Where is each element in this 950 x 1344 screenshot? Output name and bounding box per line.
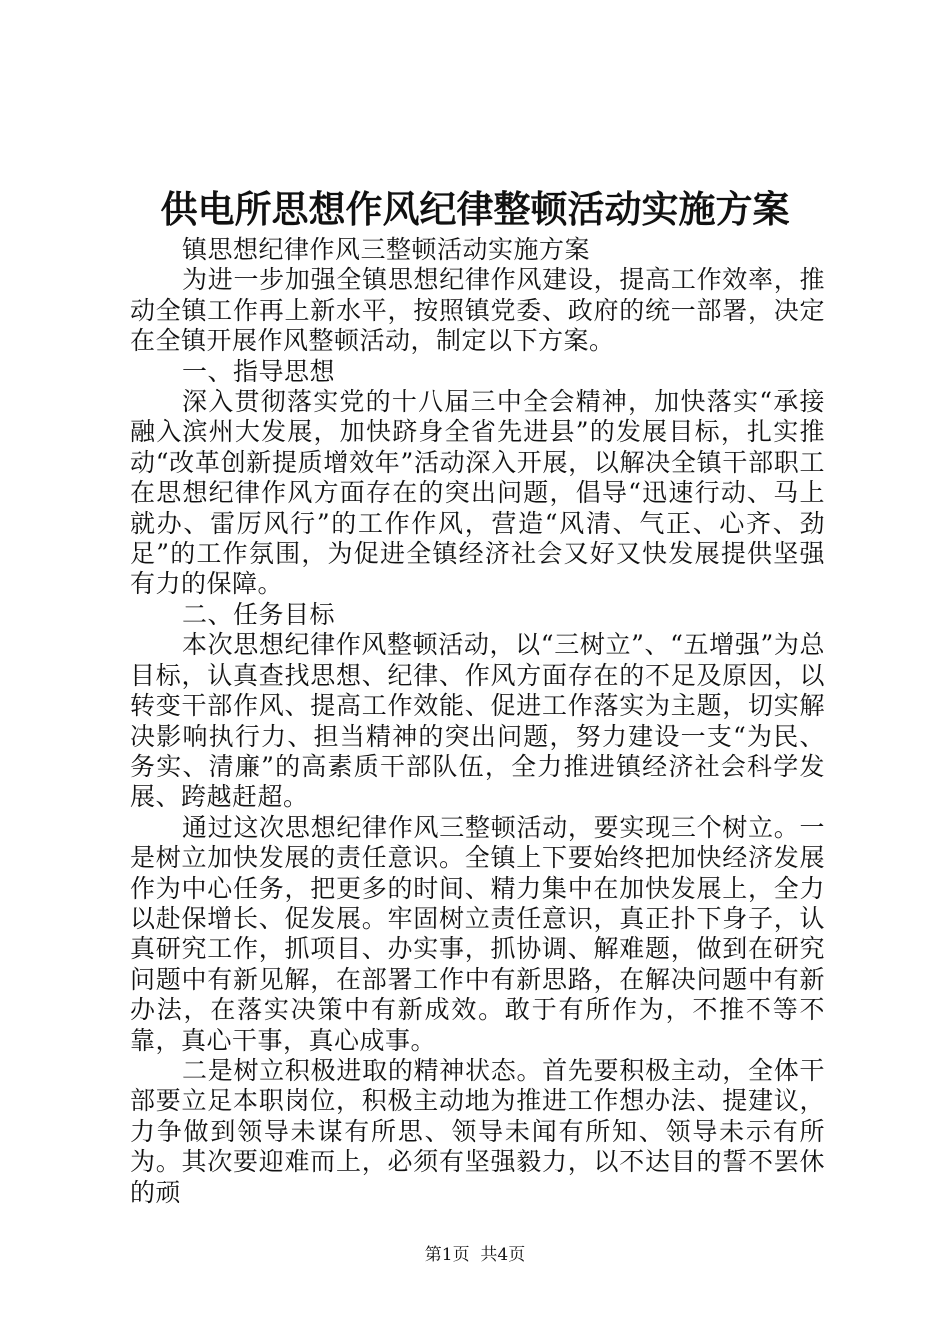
section-heading-task-goals: 二、任务目标 xyxy=(182,599,336,629)
page-footer xyxy=(0,1244,950,1266)
paragraph-subtitle: 镇思想纪律作风三整顿活动实施方案 xyxy=(182,235,591,264)
document-body xyxy=(130,235,825,1208)
page-total: 共4页 xyxy=(480,1245,526,1265)
paragraph-three-establishments: 通过这次思想纪律作风三整顿活动，要实现三个树立。一是树立加快发展的责任意识。全镇上下要始终把加快经济发展作为中心任务，把更多的时间、精力集中在加快发展上，全力以赴保增长、促发展。牢固树立责任意识，真正扑下身子，认真研究工作，抓项目、办实事，抓协调、解难题，做到在研究问题中有新见解，在部署工作中有新思路，在解决问题中有新办法，在落实决策中有新成效。敢于有所作为，不推不等不靠，真心干事，真心成事。 xyxy=(130,812,825,1055)
paragraph-task-goals: 本次思想纪律作风整顿活动，以“三树立”、“五增强”为总目标，认真查找思想、纪律、作风方面存在的不足及原因，以转变干部作风、提高工作效能、促进工作落实为主题，切实解决影响执行力、担当精神的突出问题，努力建设一支“为民、务实、清廉”的高素质干部队伍，全力推进镇经济社会科学发展、跨越赶超。 xyxy=(130,630,825,812)
paragraph-intro: 为进一步加强全镇思想纪律作风建设，提高工作效率，推动全镇工作再上新水平，按照镇党委、政府的统一部署，决定在全镇开展作风整顿活动，制定以下方案。 xyxy=(130,265,825,356)
page-number: 第1页 xyxy=(424,1245,470,1265)
paragraph-second-establishment: 二是树立积极进取的精神状态。首先要积极主动，全体干部要立足本职岗位，积极主动地为推进工作想办法、提建议，力争做到领导未谋有所思、领导未闻有所知、领导未示有所为。其次要迎难而上，必须有坚强毅力，以不达目的誓不罢休的顽 xyxy=(130,1055,825,1207)
footer-spacer xyxy=(470,1245,481,1265)
document-title: 供电所思想作风纪律整顿活动实施方案 xyxy=(160,187,790,231)
section-heading-guiding-ideology: 一、指导思想 xyxy=(182,356,336,386)
paragraph-guiding-ideology: 深入贯彻落实党的十八届三中全会精神，加快落实“承接融入滨州大发展，加快跻身全省先进县”的发展目标，扎实推动“改革创新提质增效年”活动深入开展，以解决全镇干部职工在思想纪律作风方面存在的突出问题，倡导“迅速行动、马上就办、雷厉风行”的工作作风，营造“风清、气正、心齐、劲足”的工作氛围，为促进全镇经济社会又好又快发展提供坚强有力的保障。 xyxy=(130,387,825,599)
